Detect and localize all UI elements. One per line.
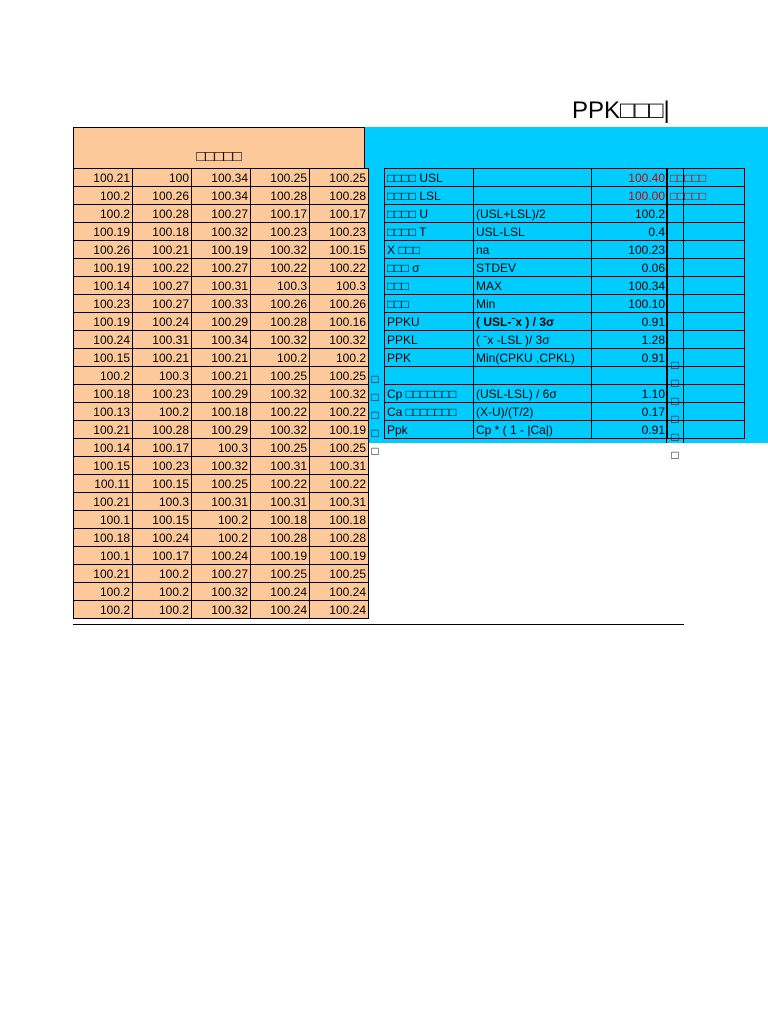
table-cell[interactable]: 100.15 [133,475,192,493]
table-cell[interactable]: 100.34 [192,187,251,205]
stat-row [385,277,745,295]
table-cell[interactable]: 100.25 [251,565,310,583]
table-cell[interactable]: 100.3 [192,439,251,457]
table-cell[interactable]: 100.31 [192,277,251,295]
table-cell[interactable]: 100.23 [310,223,369,241]
stat-row [385,241,745,259]
table-cell[interactable]: 100.18 [251,511,310,529]
table-cell[interactable]: 100.31 [192,493,251,511]
stat-label[interactable]: Ca □□□□□□□ [385,403,474,421]
table-cell[interactable]: 100.33 [192,295,251,313]
table-cell[interactable]: 100.21 [133,241,192,259]
stat-label[interactable]: □□□□ LSL [385,187,474,205]
table-cell[interactable]: 100.32 [251,331,310,349]
table-cell[interactable]: 100.24 [133,529,192,547]
stat-label[interactable]: □□□ [385,295,474,313]
stat-value[interactable]: 0.06 [592,259,668,277]
table-cell[interactable]: 100.22 [251,403,310,421]
table-cell[interactable]: 100.21 [192,367,251,385]
table-cell[interactable]: 100.31 [251,457,310,475]
table-row [74,475,369,493]
table-cell[interactable]: 100.21 [133,349,192,367]
table-cell[interactable]: 100.23 [251,223,310,241]
stat-row [385,187,745,205]
stat-row [385,205,745,223]
table-cell[interactable]: 100.25 [310,367,369,385]
stat-formula[interactable]: Min(CPKU ,CPKL) [474,349,592,367]
table-row [74,565,369,583]
table-cell[interactable]: 100.29 [192,313,251,331]
stat-formula[interactable] [474,169,592,187]
table-cell[interactable]: 100.2 [133,403,192,421]
table-cell[interactable]: 100.27 [192,259,251,277]
table-row [74,367,369,385]
stat-row [385,313,745,331]
stat-label[interactable]: X □□□ [385,241,474,259]
data-header-label: □□□□□ [196,148,242,165]
table-cell[interactable]: 100.32 [251,385,310,403]
table-cell[interactable]: 100.22 [251,475,310,493]
stat-row [385,403,745,421]
stat-row [385,169,745,187]
table-cell[interactable]: 100.27 [192,565,251,583]
table-cell[interactable]: 100.15 [74,349,133,367]
table-cell[interactable]: 100.31 [310,493,369,511]
table-cell[interactable]: 100.26 [251,295,310,313]
table-row [74,511,369,529]
table-cell[interactable]: 100.22 [251,259,310,277]
stat-row [385,385,745,403]
table-cell[interactable]: 100.15 [310,241,369,259]
table-cell[interactable]: 100.2 [133,565,192,583]
table-row [74,259,369,277]
stat-formula[interactable] [474,367,592,385]
stat-value[interactable]: 0.4 [592,223,668,241]
table-cell[interactable]: 100.24 [251,601,310,619]
table-cell[interactable]: 100.32 [192,223,251,241]
table-row [74,493,369,511]
table-cell[interactable]: 100.17 [310,205,369,223]
table-cell[interactable]: 100.24 [133,313,192,331]
stat-value[interactable]: 100.23 [592,241,668,259]
table-cell[interactable]: 100.23 [133,385,192,403]
stat-value[interactable]: 100.40 [592,169,668,187]
table-row [74,295,369,313]
table-cell[interactable]: 100.15 [133,511,192,529]
stat-value[interactable] [592,367,668,385]
stat-value[interactable]: 0.91 [592,421,668,439]
table-cell[interactable]: 100.19 [192,241,251,259]
table-cell[interactable]: 100.31 [251,493,310,511]
table-cell[interactable]: 100 [133,169,192,187]
table-cell[interactable]: 100.29 [192,421,251,439]
data-header [73,127,365,168]
stat-label[interactable]: □□□□ U [385,205,474,223]
table-cell[interactable]: 100.19 [74,223,133,241]
table-cell[interactable]: 100.2 [74,601,133,619]
table-cell[interactable]: 100.26 [133,187,192,205]
table-cell[interactable]: 100.21 [74,565,133,583]
table-cell[interactable]: 100.18 [310,511,369,529]
stat-formula[interactable] [474,187,592,205]
stat-formula[interactable]: ( ˉx -LSL )/ 3σ [474,331,592,349]
stat-value[interactable]: 1.10 [592,385,668,403]
table-cell[interactable]: 100.32 [251,241,310,259]
table-cell[interactable]: 100.11 [74,475,133,493]
stat-label[interactable]: PPKL [385,331,474,349]
table-row [74,349,369,367]
stat-formula[interactable]: (USL-LSL) / 6σ [474,385,592,403]
stat-row [385,295,745,313]
table-cell[interactable]: 100.28 [251,529,310,547]
table-row [74,439,369,457]
stat-formula[interactable]: USL-LSL [474,223,592,241]
stat-label[interactable]: □□□□ USL [385,169,474,187]
table-cell[interactable]: 100.28 [133,205,192,223]
table-cell[interactable]: 100.2 [251,349,310,367]
stat-value[interactable]: 100.10 [592,295,668,313]
stat-row [385,331,745,349]
table-cell[interactable]: 100.32 [310,331,369,349]
table-cell[interactable]: 100.13 [74,403,133,421]
table-cell[interactable]: 100.25 [251,169,310,187]
table-row [74,547,369,565]
stat-formula[interactable]: ( USL-ˉx ) / 3σ [474,313,592,331]
stat-value[interactable]: 1.28 [592,331,668,349]
table-cell[interactable]: 100.21 [74,421,133,439]
table-cell[interactable]: 100.22 [310,475,369,493]
stat-value[interactable]: 0.91 [592,313,668,331]
stat-label[interactable] [385,367,474,385]
table-cell[interactable]: 100.34 [192,331,251,349]
table-cell[interactable]: 100.32 [192,601,251,619]
table-cell[interactable]: 100.2 [192,511,251,529]
right-vertical-label: □ □ □ □ □ □ [671,358,679,462]
left-vertical-label: □ □ □ □ □ [371,372,379,458]
table-cell[interactable]: 100.19 [74,313,133,331]
table-cell[interactable]: 100.31 [133,331,192,349]
table-cell[interactable]: 100.29 [192,385,251,403]
table-cell[interactable]: 100.2 [133,601,192,619]
table-cell[interactable]: 100.3 [251,277,310,295]
table-cell[interactable]: 100.14 [74,439,133,457]
table-cell[interactable]: 100.27 [133,295,192,313]
table-cell[interactable]: 100.21 [74,169,133,187]
table-row [74,529,369,547]
table-cell[interactable]: 100.18 [74,385,133,403]
table-cell[interactable]: 100.23 [133,457,192,475]
table-cell[interactable]: 100.25 [251,367,310,385]
table-cell[interactable]: 100.2 [74,187,133,205]
stat-value[interactable]: 0.17 [592,403,668,421]
table-cell[interactable]: 100.2 [74,205,133,223]
table-cell[interactable]: 100.18 [192,403,251,421]
stat-formula[interactable]: Cp * ( 1 - |Ca|) [474,421,592,439]
table-cell[interactable]: 100.19 [251,547,310,565]
table-cell[interactable]: 100.18 [74,529,133,547]
table-cell[interactable]: 100.2 [133,583,192,601]
stat-label[interactable]: □□□ [385,277,474,295]
table-row [74,241,369,259]
table-cell[interactable]: 100.2 [310,349,369,367]
table-cell[interactable]: 100.32 [310,385,369,403]
table-cell[interactable]: 100.2 [192,529,251,547]
stat-row [385,421,745,439]
table-cell[interactable]: 100.18 [133,223,192,241]
bottom-border [73,624,684,625]
table-cell[interactable]: 100.27 [133,277,192,295]
table-cell[interactable]: 100.17 [133,439,192,457]
table-cell[interactable]: 100.25 [251,439,310,457]
table-cell[interactable]: 100.25 [310,565,369,583]
stat-value[interactable]: 0.91 [592,349,668,367]
table-row [74,331,369,349]
table-cell[interactable]: 100.28 [251,187,310,205]
table-cell[interactable]: 100.19 [310,421,369,439]
stat-formula[interactable]: (X-U)/(T/2) [474,403,592,421]
table-cell[interactable]: 100.23 [74,295,133,313]
stats-table [384,168,745,439]
table-cell[interactable]: 100.16 [310,313,369,331]
table-cell[interactable]: 100.1 [74,547,133,565]
table-cell[interactable]: 100.14 [74,277,133,295]
table-row [74,403,369,421]
table-cell[interactable]: 100.15 [74,457,133,475]
table-row [74,583,369,601]
table-cell[interactable]: 100.25 [192,475,251,493]
table-cell[interactable]: 100.32 [192,457,251,475]
table-cell[interactable]: 100.19 [74,259,133,277]
table-row [74,187,369,205]
table-cell[interactable]: 100.28 [310,529,369,547]
stat-label[interactable]: Ppk [385,421,474,439]
stat-label[interactable]: □□□ σ [385,259,474,277]
stat-note[interactable]: □□□□□ [668,187,745,205]
stat-value[interactable]: 100.2 [592,205,668,223]
table-row [74,277,369,295]
stat-label[interactable]: □□□□ T [385,223,474,241]
table-row [74,601,369,619]
table-cell[interactable]: 100.25 [310,169,369,187]
stat-formula[interactable]: MAX [474,277,592,295]
stat-formula[interactable]: STDEV [474,259,592,277]
measurement-table [73,168,369,619]
stat-label[interactable]: PPK [385,349,474,367]
table-row [74,385,369,403]
table-cell[interactable]: 100.34 [192,169,251,187]
stat-label[interactable]: Cp □□□□□□□ [385,385,474,403]
table-cell[interactable]: 100.21 [192,349,251,367]
table-row [74,313,369,331]
stat-row [385,259,745,277]
stat-label[interactable]: PPKU [385,313,474,331]
page-title: PPK□□□| [572,97,670,124]
table-cell[interactable]: 100.25 [310,439,369,457]
table-cell[interactable]: 100.17 [251,205,310,223]
stat-formula[interactable]: na [474,241,592,259]
table-row [74,169,369,187]
stat-value[interactable]: 100.00 [592,187,668,205]
stat-value[interactable]: 100.34 [592,277,668,295]
table-cell[interactable]: 100.24 [74,331,133,349]
table-cell[interactable]: 100.27 [192,205,251,223]
table-cell[interactable]: 100.2 [74,367,133,385]
table-cell[interactable]: 100.22 [310,259,369,277]
stat-row [385,367,745,385]
table-cell[interactable]: 100.3 [310,277,369,295]
table-cell[interactable]: 100.19 [310,547,369,565]
table-row [74,421,369,439]
table-cell[interactable]: 100.22 [133,259,192,277]
table-row [74,223,369,241]
table-cell[interactable]: 100.28 [133,421,192,439]
table-cell[interactable]: 100.32 [192,583,251,601]
table-cell[interactable]: 100.22 [310,403,369,421]
table-cell[interactable]: 100.24 [310,601,369,619]
table-cell[interactable]: 100.28 [251,313,310,331]
table-row [74,457,369,475]
table-cell[interactable]: 100.26 [74,241,133,259]
table-cell[interactable]: 100.32 [251,421,310,439]
stat-row [385,223,745,241]
table-cell[interactable]: 100.24 [251,583,310,601]
table-cell[interactable]: 100.24 [192,547,251,565]
table-cell[interactable]: 100.21 [74,493,133,511]
table-cell[interactable]: 100.3 [133,493,192,511]
table-row [74,205,369,223]
stat-row [385,349,745,367]
table-cell[interactable]: 100.2 [74,583,133,601]
table-cell[interactable]: 100.28 [310,187,369,205]
table-cell[interactable]: 100.3 [133,367,192,385]
table-cell[interactable]: 100.1 [74,511,133,529]
table-cell[interactable]: 100.31 [310,457,369,475]
stat-note[interactable]: □□□□□ [668,169,745,187]
table-cell[interactable]: 100.26 [310,295,369,313]
table-cell[interactable]: 100.24 [310,583,369,601]
stat-formula[interactable]: (USL+LSL)/2 [474,205,592,223]
table-cell[interactable]: 100.17 [133,547,192,565]
stat-formula[interactable]: Min [474,295,592,313]
